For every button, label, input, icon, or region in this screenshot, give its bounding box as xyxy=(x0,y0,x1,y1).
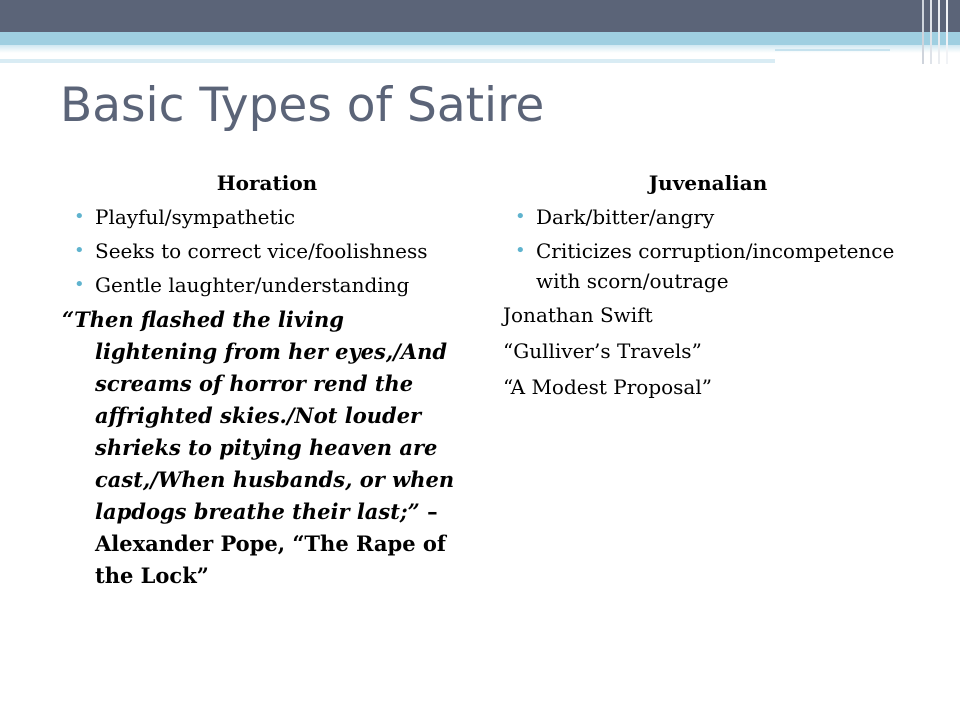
bullet-text: Seeks to correct vice/foolishness xyxy=(95,239,428,263)
header-band xyxy=(0,0,960,32)
bullet-item xyxy=(503,202,913,232)
juvenalian-column xyxy=(503,168,913,408)
header-accent-stripe xyxy=(0,32,960,45)
bullet-dot-icon: • xyxy=(74,206,85,227)
quote-attribution: – Alexander Pope, “The Rape of the Lock” xyxy=(95,499,446,588)
bullet-dot-icon: • xyxy=(74,274,85,295)
bullet-item xyxy=(62,270,472,300)
bullet-text: Criticizes corruption/incompetence with scorn/outrage xyxy=(536,239,895,293)
bullet-text: Playful/sympathetic xyxy=(95,205,296,229)
horatian-bullet-list xyxy=(62,202,472,300)
pope-quote xyxy=(62,304,472,592)
bullet-item xyxy=(503,236,913,296)
bullet-text: Gentle laughter/understanding xyxy=(95,273,410,297)
bullet-item xyxy=(62,236,472,266)
quote-text: “Then flashed the living lightening from her eyes,/And screams of horror rend the affrighted skies./Not louder shrieks to pitying heaven are cast,/When husbands, or when lapdogs breathe their last;” xyxy=(62,307,455,524)
horatian-heading: Horation xyxy=(216,171,318,195)
bullet-dot-icon: • xyxy=(515,206,526,227)
bullet-dot-icon: • xyxy=(74,240,85,261)
header-divider-line-right xyxy=(775,49,890,51)
example-author: Jonathan Swift xyxy=(503,303,653,327)
juvenalian-bullet-list xyxy=(503,202,913,296)
header-divider-line xyxy=(0,59,775,63)
corner-stripes-decoration xyxy=(916,0,960,64)
example-work: “Gulliver’s Travels” xyxy=(503,339,702,363)
example-work: “A Modest Proposal” xyxy=(503,375,712,399)
juvenalian-heading: Juvenalian xyxy=(648,171,768,195)
bullet-item xyxy=(62,202,472,232)
horatian-column xyxy=(62,168,472,592)
slide-title: Basic Types of Satire xyxy=(60,78,545,133)
bullet-dot-icon: • xyxy=(515,240,526,261)
bullet-text: Dark/bitter/angry xyxy=(536,205,715,229)
